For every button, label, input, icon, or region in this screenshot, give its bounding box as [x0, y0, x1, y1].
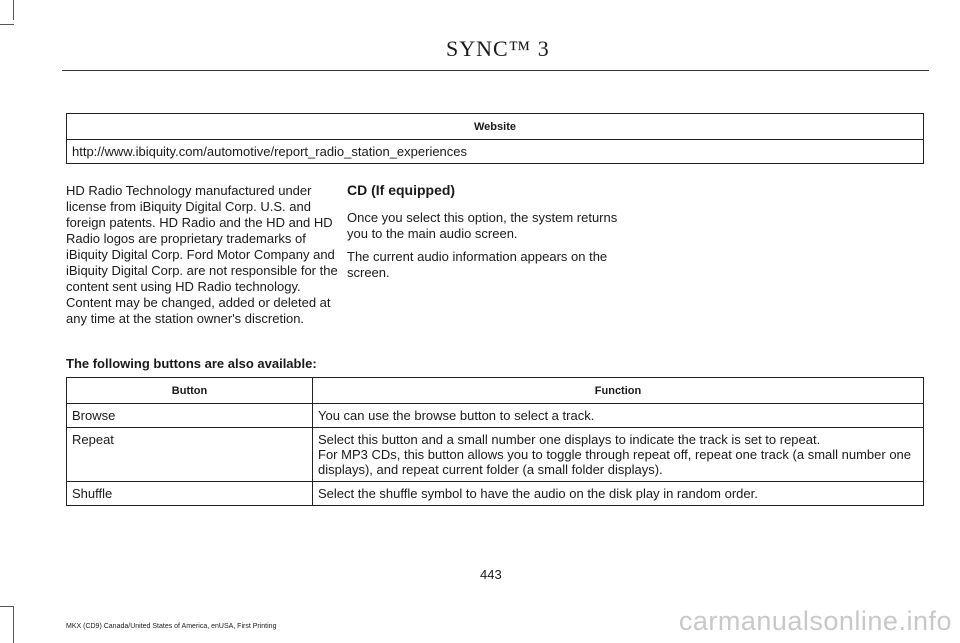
function-text: Select this button and a small number one displays to indicate the track is set to repeat. [318, 432, 821, 447]
table-header-row [67, 378, 924, 404]
function-extra-text: For MP3 CDs, this button allows you to toggle through repeat off, repeat one track (a small number one displays), and repeat current folder (a small folder displays). [318, 447, 912, 477]
website-url[interactable]: http://www.ibiquity.com/automotive/report_radio_station_experiences [67, 140, 924, 164]
crop-mark-top-left-vertical [13, 0, 14, 20]
function-text: Select the shuffle symbol to have the audio on the disk play in random order. [318, 486, 758, 501]
header-divider [62, 70, 929, 71]
button-function-repeat [313, 428, 924, 482]
cd-section-heading: CD (If equipped) [347, 182, 456, 198]
button-name-repeat: Repeat [67, 428, 313, 482]
button-name-shuffle: Shuffle [67, 482, 313, 506]
button-function-shuffle [313, 482, 924, 506]
function-text: You can use the browse button to select a track. [318, 408, 595, 423]
footer-text: MKX (CD9) Canada/United States of America, enUSA, First Printing [66, 623, 277, 630]
cd-paragraph-1: Once you select this option, the system returns you to the main audio screen. [347, 210, 618, 241]
button-function-browse [313, 404, 924, 428]
buttons-table [66, 377, 924, 506]
column-header-function: Function [313, 378, 924, 404]
watermark: carmanualsonline.info [678, 606, 952, 636]
page-number: 443 [480, 567, 502, 582]
hd-radio-paragraph: HD Radio Technology manufactured under license from iBiquity Digital Corp. U.S. and foreign patents. HD Radio and the HD and HD Radio logos are proprietary trademarks of iBiquity Digital Corp. Ford Motor Company and iBiquity Digital Corp. are not responsible for the content sent using HD Radio technology. Content may be changed, added or deleted at any time at the station owner's discretion. [66, 183, 338, 326]
table-row [67, 482, 924, 506]
website-table-header: Website [67, 114, 924, 140]
crop-mark-top-left-horizontal [0, 24, 14, 25]
page-header-title: SYNC™ 3 [446, 36, 550, 61]
buttons-intro-label: The following buttons are also available: [66, 356, 317, 371]
cd-paragraph-2: The current audio information appears on the screen. [347, 249, 608, 280]
table-row [67, 428, 924, 482]
table-row [67, 404, 924, 428]
crop-mark-bottom-left-vertical [13, 607, 14, 643]
column-header-button: Button [67, 378, 313, 404]
button-name-browse: Browse [67, 404, 313, 428]
crop-mark-bottom-left-horizontal [0, 606, 14, 607]
website-table [66, 113, 924, 164]
